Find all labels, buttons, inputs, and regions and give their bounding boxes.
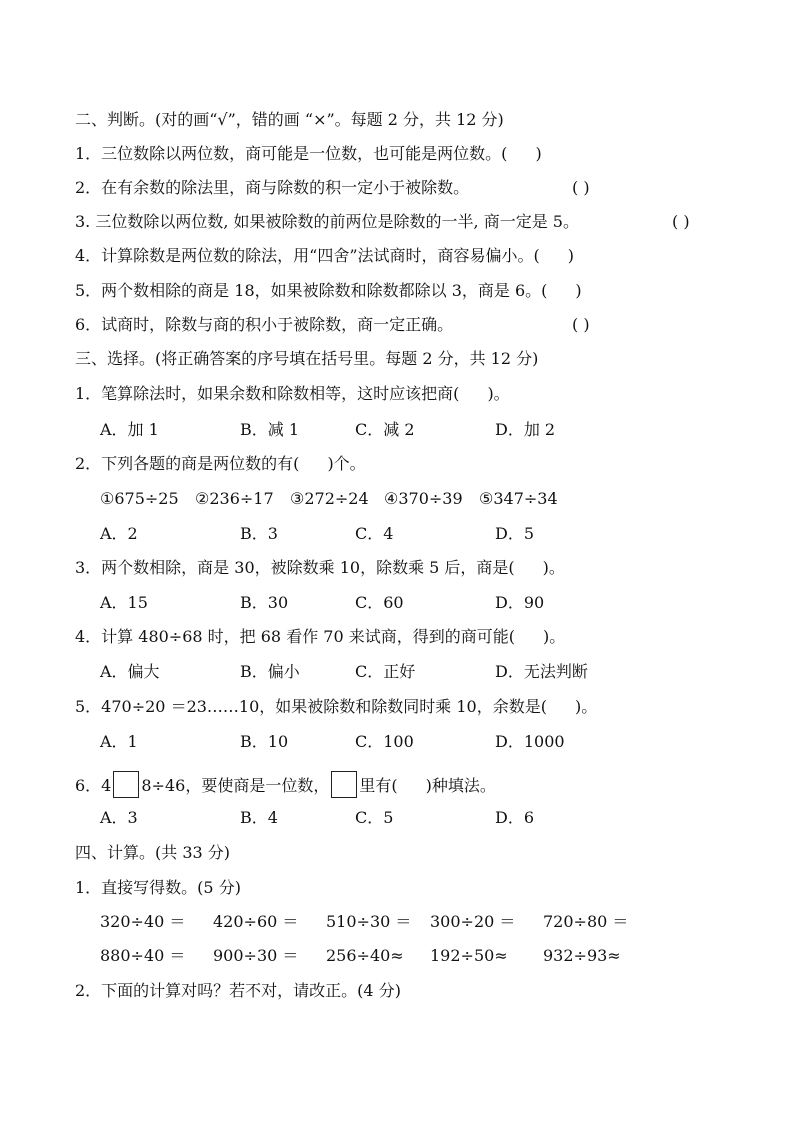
digit-box-2 [331,771,357,798]
judge-item-6-text: 6．试商时，除数与商的积小于被除数，商一定正确。 [75,315,454,334]
judge-item-1-close: ) [535,144,542,163]
q2-option-b[interactable]: B．3 [240,524,278,543]
choice-q6 [75,771,496,798]
choice-q1-text: 1．笔算除法时，如果余数和除数相等，这时应该把商( [75,384,460,403]
choice-q1-tail: )。 [487,384,510,403]
q2-option-a[interactable]: A．2 [100,524,138,543]
judge-item-4 [75,246,574,266]
q3-option-a[interactable]: A．15 [100,593,148,612]
section2-heading: 二、判断。(对的画“√”，错的画 “×”。每题 2 分，共 12 分) [75,110,504,129]
judge-item-2-text: 2．在有余数的除法里，商与除数的积一定小于被除数。 [75,178,470,197]
judge-item-4-text: 4．计算除数是两位数的除法，用“四舍”法试商时，商容易偏小。( [75,246,540,265]
calc-expr: 510÷30 ＝ [326,912,412,931]
section4-heading: 四、计算。(共 33 分) [75,843,231,862]
q2-expr-4: ④370÷39 [384,489,463,508]
calc-expr: 880÷40 ＝ [100,946,186,965]
judge-item-5-close: ) [575,281,582,300]
choice-q6-mid: 8÷46，要使商是一位数， [141,776,330,795]
choice-q2-tail: )个。 [327,454,366,473]
choice-q5 [75,697,597,717]
choice-q6-tail: )种填法。 [425,776,496,795]
calc-expr: 300÷20 ＝ [430,912,516,931]
choice-q3-tail: )。 [542,558,565,577]
q4-option-b[interactable]: B．偏小 [240,662,300,681]
q3-option-c[interactable]: C．60 [355,593,404,612]
q5-option-b[interactable]: B．10 [240,732,289,751]
choice-q6-pre: 6．4 [75,776,112,795]
judge-item-1-text: 1．三位数除以两位数，商可能是一位数，也可能是两位数。( [75,144,508,163]
choice-q4-tail: )。 [542,627,566,646]
calc-expr: 256÷40≈ [326,946,404,965]
digit-box-1[interactable] [113,771,139,798]
q2-expr-2: ②236÷17 [195,489,274,508]
q6-option-a[interactable]: A．3 [100,808,138,827]
q6-option-d[interactable]: D．6 [495,808,535,827]
q1-option-a[interactable]: A．加 1 [100,420,159,439]
q4-option-d[interactable]: D．无法判断 [495,662,588,681]
q3-option-d[interactable]: D．90 [495,593,545,612]
q2-expr-5: ⑤347÷34 [479,489,558,508]
q2-expr-1: ①675÷25 [100,489,179,508]
q5-option-a[interactable]: A．1 [100,732,138,751]
calc-expr: 320÷40 ＝ [100,912,186,931]
q5-option-c[interactable]: C．100 [355,732,414,751]
calc-expr: 420÷60 ＝ [213,912,299,931]
q6-option-b[interactable]: B．4 [240,808,278,827]
judge-item-3-text: 3. 三位数除以两位数, 如果被除数的前两位是除数的一半, 商一定是 5。 [75,212,579,231]
section3-heading: 三、选择。(将正确答案的序号填在括号里。每题 2 分，共 12 分) [75,349,539,368]
choice-q4 [75,627,565,647]
calc-q1-text: 1．直接写得数。(5 分) [75,878,241,897]
judge-item-6-answer[interactable]: ( ) [572,315,590,334]
q2-option-c[interactable]: C．4 [355,524,394,543]
q4-option-a[interactable]: A．偏大 [100,662,160,681]
judge-item-5 [75,281,582,301]
q3-option-b[interactable]: B．30 [240,593,289,612]
choice-q1 [75,384,510,404]
choice-q4-text: 4．计算 480÷68 时，把 68 看作 70 来试商，得到的商可能( [75,627,515,646]
calc-q2-text: 2．下面的计算对吗？若不对，请改正。(4 分) [75,981,401,1000]
q1-option-c[interactable]: C．减 2 [355,420,415,439]
choice-q2-text: 2．下列各题的商是两位数的有( [75,454,300,473]
choice-q5-tail: )。 [574,697,598,716]
choice-q3-text: 3．两个数相除，商是 30，被除数乘 10，除数乘 5 后，商是( [75,558,515,577]
choice-q6-post: 里有( [359,776,398,795]
q1-option-d[interactable]: D．加 2 [495,420,556,439]
calc-expr: 900÷30 ＝ [213,946,299,965]
choice-q5-text: 5．470÷20 ＝23……10，如果被除数和除数同时乘 10，余数是( [75,697,547,716]
q1-option-b[interactable]: B．减 1 [240,420,300,439]
q5-option-d[interactable]: D．1000 [495,732,565,751]
q2-option-d[interactable]: D．5 [495,524,535,543]
q4-option-c[interactable]: C．正好 [355,662,416,681]
q2-expr-3: ③272÷24 [290,489,369,508]
q6-option-c[interactable]: C．5 [355,808,394,827]
judge-item-5-text: 5．两个数相除的商是 18，如果被除数和除数都除以 3，商是 6。( [75,281,548,300]
choice-q3 [75,558,565,578]
calc-expr: 720÷80 ＝ [543,912,629,931]
judge-item-3-answer[interactable]: ( ) [672,212,690,231]
calc-expr: 932÷93≈ [543,946,621,965]
judge-item-4-close: ) [567,246,575,265]
judge-item-1 [75,144,542,164]
choice-q2 [75,454,366,474]
judge-item-2-answer[interactable]: ( ) [572,178,590,197]
calc-expr: 192÷50≈ [430,946,508,965]
